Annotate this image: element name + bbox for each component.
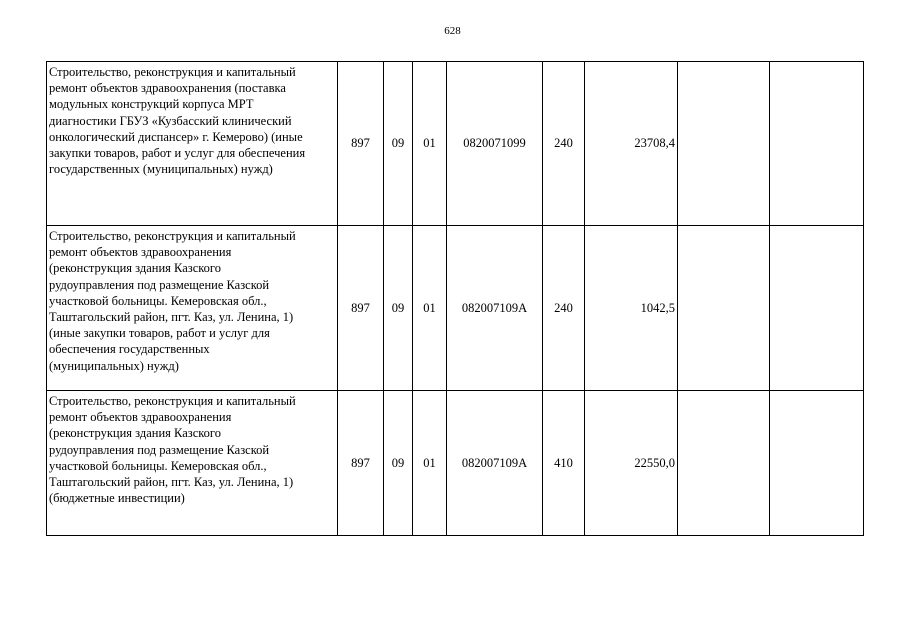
- expense-type-cell: 240: [543, 62, 585, 226]
- subsection-cell: 01: [413, 62, 447, 226]
- expense-type-cell: 410: [543, 391, 585, 536]
- amount2-cell: [678, 391, 770, 536]
- amount3-cell: [770, 62, 864, 226]
- description-cell: Строительство, реконструкция и капитальный ремонт объектов здравоохранения (поставка модульных конструкций корпуса МРТ диагностики ГБУЗ «Кузбасский клинический онкологический диспансер» г. Кемерово) (иные закупки товаров, работ и услуг для обеспечения государственных (муниципальных) нужд): [47, 62, 338, 226]
- target-article-cell: 082007109А: [447, 391, 543, 536]
- amount-cell: 23708,4: [585, 62, 678, 226]
- subsection-cell: 01: [413, 391, 447, 536]
- amount3-cell: [770, 226, 864, 391]
- amount2-cell: [678, 62, 770, 226]
- budget-table: [46, 61, 864, 536]
- description-cell: Строительство, реконструкция и капитальный ремонт объектов здравоохранения (реконструкция здания Казского рудоуправления под размещение Казской участковой больницы. Кемеровская обл., Таштагольский район, пгт. Каз, ул. Ленина, 1) (иные закупки товаров, работ и услуг для обеспечения государственных (муниципальных) нужд): [47, 226, 338, 391]
- amount3-cell: [770, 391, 864, 536]
- subsection-cell: 01: [413, 226, 447, 391]
- amount2-cell: [678, 226, 770, 391]
- table-row: [47, 62, 864, 226]
- ministry-cell: 897: [338, 62, 384, 226]
- expense-type-cell: 240: [543, 226, 585, 391]
- ministry-cell: 897: [338, 226, 384, 391]
- section-cell: 09: [384, 226, 413, 391]
- table-row: [47, 391, 864, 536]
- ministry-cell: 897: [338, 391, 384, 536]
- description-cell: Строительство, реконструкция и капитальный ремонт объектов здравоохранения (реконструкция здания Казского рудоуправления под размещение Казской участковой больницы. Кемеровская обл., Таштагольский район, пгт. Каз, ул. Ленина, 1) (бюджетные инвестиции): [47, 391, 338, 536]
- target-article-cell: 082007109А: [447, 226, 543, 391]
- table-row: [47, 226, 864, 391]
- section-cell: 09: [384, 391, 413, 536]
- section-cell: 09: [384, 62, 413, 226]
- page-number: 628: [444, 25, 461, 37]
- target-article-cell: 0820071099: [447, 62, 543, 226]
- amount-cell: 22550,0: [585, 391, 678, 536]
- amount-cell: 1042,5: [585, 226, 678, 391]
